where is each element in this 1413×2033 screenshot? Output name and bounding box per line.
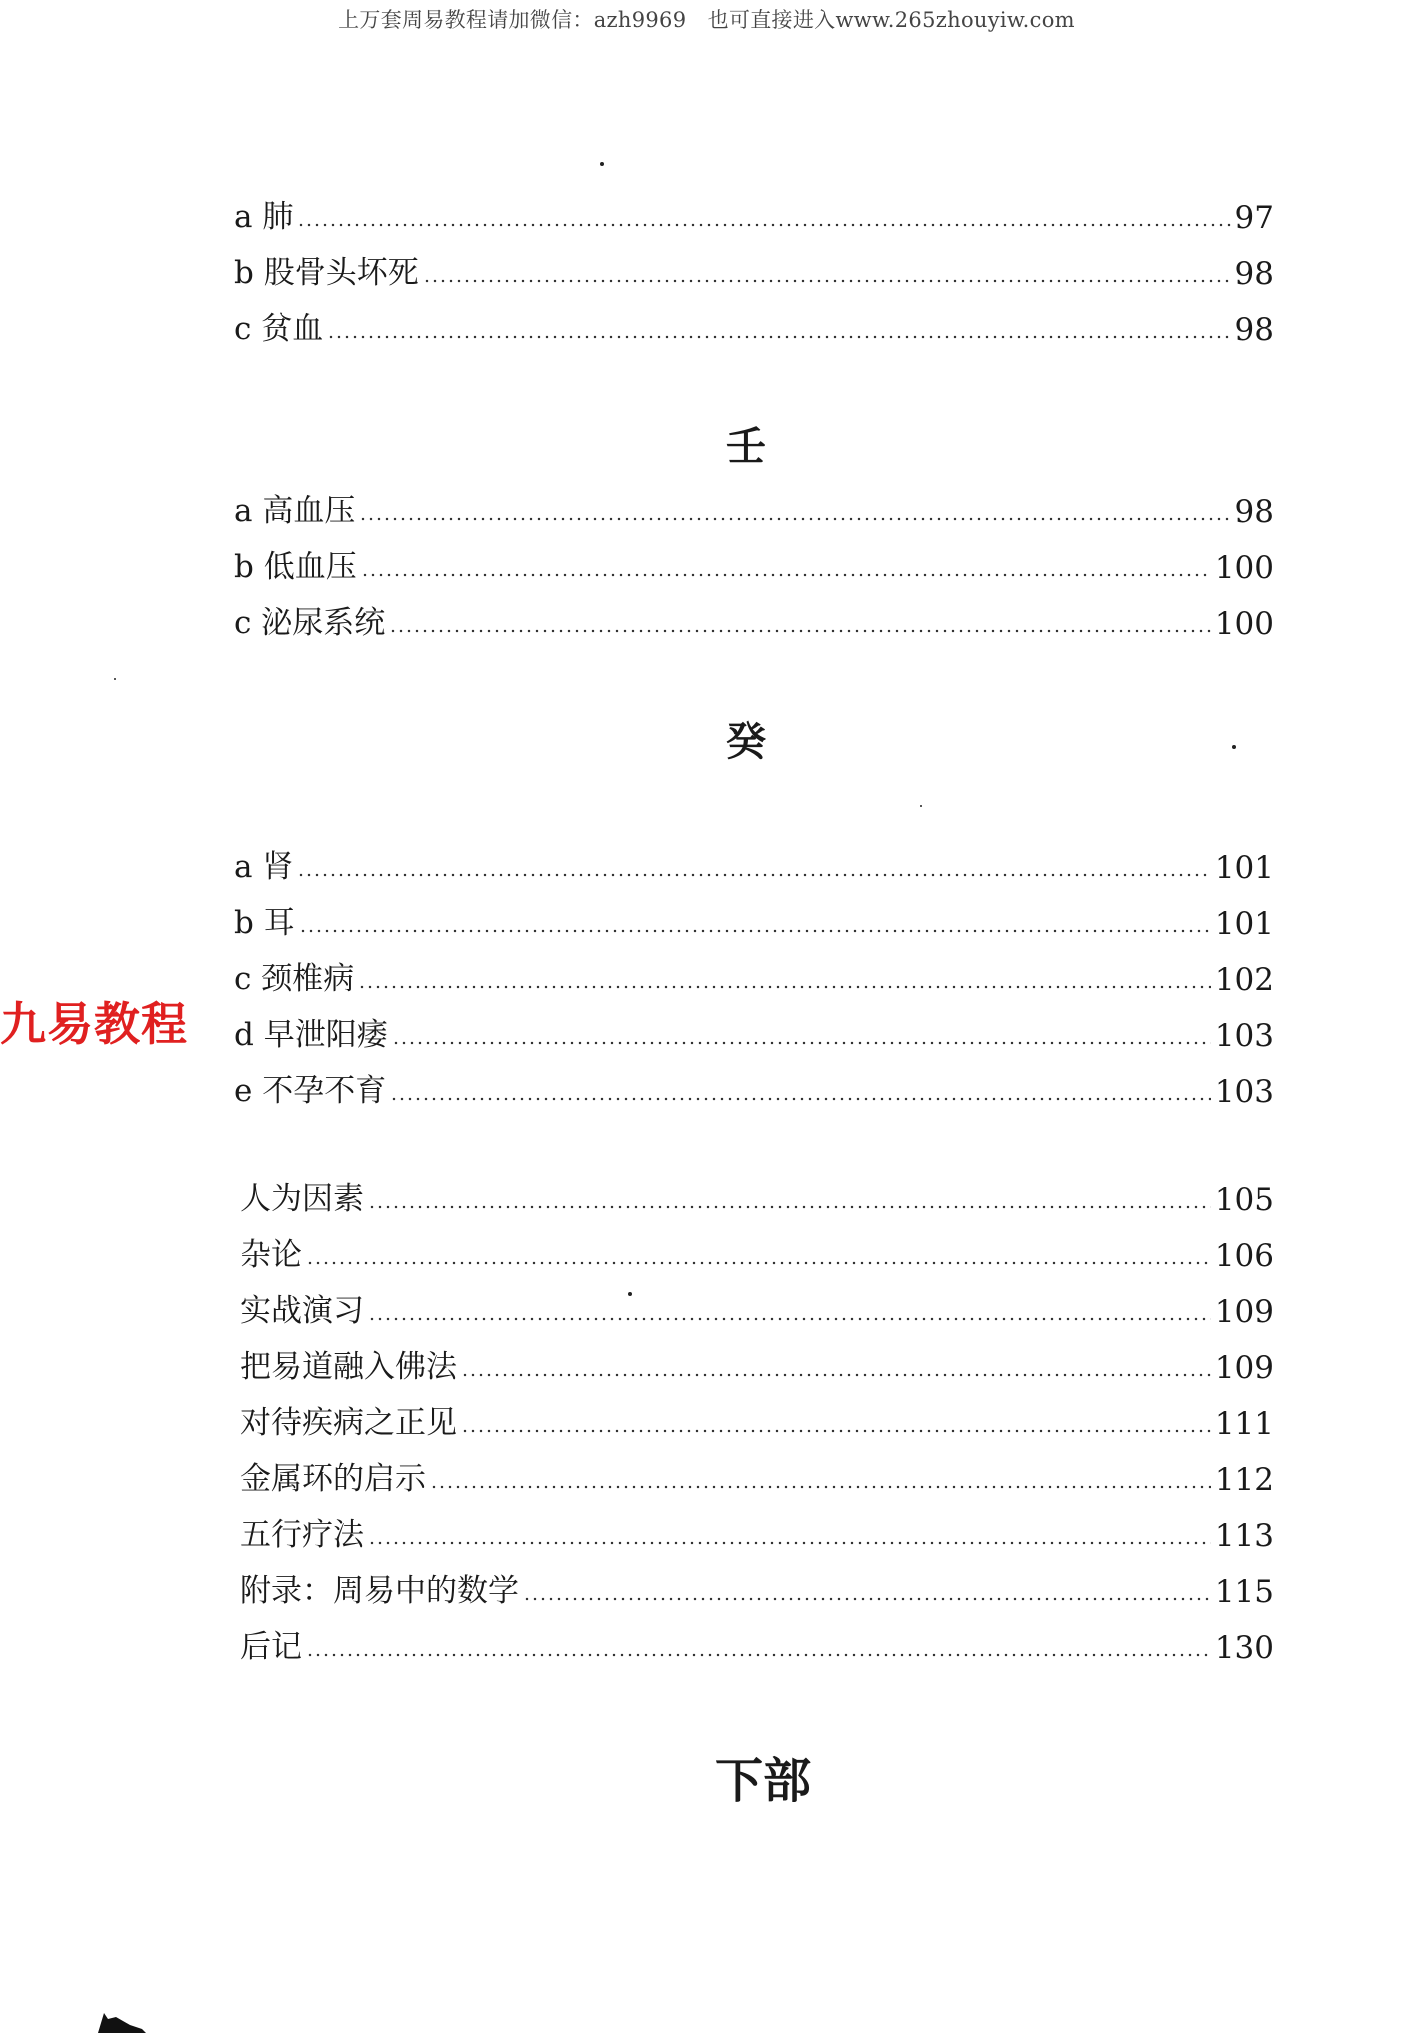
- toc-entry-page: 103: [1214, 1018, 1274, 1054]
- toc-entry-label: b 低血压: [234, 549, 357, 585]
- scan-speck: [600, 162, 604, 166]
- toc-leader-dots: [358, 985, 1211, 989]
- toc-entry-page: 109: [1214, 1294, 1274, 1330]
- toc-leader-dots: [423, 279, 1231, 283]
- toc-entry-page: 100: [1214, 606, 1274, 642]
- toc-leader-dots: [430, 1485, 1211, 1489]
- toc-entry-page: 111: [1214, 1406, 1274, 1442]
- toc-entry-label: c 贫血: [234, 311, 324, 347]
- toc-entry-label: 人为因素: [240, 1181, 364, 1217]
- toc-entry-label: a 高血压: [234, 493, 356, 529]
- toc-entry-page: 98: [1234, 256, 1274, 292]
- section-heading-gui: 癸: [726, 718, 766, 765]
- toc-leader-dots: [327, 335, 1230, 339]
- toc-entry-page: 102: [1214, 962, 1274, 998]
- toc-entry-page: 130: [1214, 1630, 1274, 1666]
- toc-group-4: [240, 1162, 1274, 1666]
- toc-entry-label: b 股骨头坏死: [234, 255, 419, 291]
- scan-speck: [628, 1292, 632, 1296]
- toc-group-1: [234, 180, 1274, 348]
- toc-leader-dots: [361, 573, 1211, 577]
- toc-leader-dots: [299, 929, 1211, 933]
- toc-entry-page: 98: [1234, 494, 1274, 530]
- toc-entry-page: 115: [1214, 1574, 1274, 1610]
- scan-speck: [114, 678, 116, 680]
- toc-entry[interactable]: [240, 1386, 1274, 1442]
- toc-entry[interactable]: [234, 1054, 1274, 1110]
- toc-entry-label: 实战演习: [240, 1293, 364, 1329]
- toc-entry[interactable]: [234, 292, 1274, 348]
- toc-entry-label: c 颈椎病: [234, 961, 355, 997]
- toc-leader-dots: [306, 1653, 1211, 1657]
- scan-speck: [1232, 745, 1236, 749]
- toc-entry-page: 105: [1214, 1182, 1274, 1218]
- toc-entry-label: a 肺: [234, 199, 294, 235]
- toc-entry[interactable]: [234, 586, 1274, 642]
- watermark: 九易教程: [0, 997, 188, 1051]
- toc-entry[interactable]: [240, 1218, 1274, 1274]
- toc-leader-dots: [297, 223, 1230, 227]
- toc-entry-page: 97: [1234, 200, 1274, 236]
- toc-entry-page: 109: [1214, 1350, 1274, 1386]
- toc-entry[interactable]: [240, 1498, 1274, 1554]
- toc-entry-page: 112: [1214, 1462, 1274, 1498]
- toc-leader-dots: [306, 1261, 1211, 1265]
- toc-entry[interactable]: [240, 1162, 1274, 1218]
- scan-smudge: [90, 2005, 150, 2033]
- toc-entry-label: 对待疾病之正见: [240, 1405, 457, 1441]
- toc-entry-label: d 早泄阳痿: [234, 1017, 388, 1053]
- toc-leader-dots: [368, 1541, 1211, 1545]
- toc-entry-page: 100: [1214, 550, 1274, 586]
- scan-speck: [920, 805, 922, 807]
- toc-leader-dots: [390, 1097, 1211, 1101]
- toc-leader-dots: [297, 873, 1210, 877]
- toc-leader-dots: [392, 1041, 1211, 1045]
- toc-entry[interactable]: [234, 530, 1274, 586]
- toc-entry-label: a 肾: [234, 849, 294, 885]
- toc-entry-label: 金属环的启示: [240, 1461, 426, 1497]
- toc-entry[interactable]: [240, 1610, 1274, 1666]
- toc-entry-label: 后记: [240, 1629, 302, 1665]
- toc-entry[interactable]: [234, 998, 1274, 1054]
- toc-entry[interactable]: [234, 180, 1274, 236]
- section-heading-ren: 壬: [726, 423, 766, 470]
- part-title: 下部: [714, 1753, 811, 1809]
- toc-entry-label: c 泌尿系统: [234, 605, 386, 641]
- header-note: 上万套周易教程请加微信：azh9969 也可直接进入www.265zhouyiw.com: [338, 8, 1075, 32]
- toc-entry-page: 113: [1214, 1518, 1274, 1554]
- toc-leader-dots: [368, 1317, 1211, 1321]
- toc-entry-page: 106: [1214, 1238, 1274, 1274]
- toc-entry-label: b 耳: [234, 905, 295, 941]
- toc-entry[interactable]: [234, 236, 1274, 292]
- toc-leader-dots: [523, 1597, 1211, 1601]
- toc-leader-dots: [461, 1429, 1211, 1433]
- toc-group-2: [234, 474, 1274, 642]
- toc-leader-dots: [389, 629, 1211, 633]
- toc-entry[interactable]: [234, 830, 1274, 886]
- toc-entry-page: 101: [1214, 850, 1274, 886]
- toc-entry-label: 把易道融入佛法: [240, 1349, 457, 1385]
- toc-leader-dots: [461, 1373, 1211, 1377]
- toc-entry[interactable]: [240, 1442, 1274, 1498]
- toc-entry[interactable]: [234, 474, 1274, 530]
- toc-entry[interactable]: [234, 942, 1274, 998]
- toc-entry-label: 附录：周易中的数学: [240, 1573, 519, 1609]
- toc-entry-page: 101: [1214, 906, 1274, 942]
- toc-entry-label: 杂论: [240, 1237, 302, 1273]
- toc-entry[interactable]: [240, 1330, 1274, 1386]
- toc-entry[interactable]: [234, 886, 1274, 942]
- toc-entry[interactable]: [240, 1274, 1274, 1330]
- toc-leader-dots: [368, 1205, 1211, 1209]
- toc-entry-label: 五行疗法: [240, 1517, 364, 1553]
- toc-entry[interactable]: [240, 1554, 1274, 1610]
- toc-leader-dots: [359, 517, 1230, 521]
- toc-group-3: [234, 830, 1274, 1110]
- toc-entry-label: e 不孕不育: [234, 1073, 387, 1109]
- toc-entry-page: 103: [1214, 1074, 1274, 1110]
- toc-entry-page: 98: [1234, 312, 1274, 348]
